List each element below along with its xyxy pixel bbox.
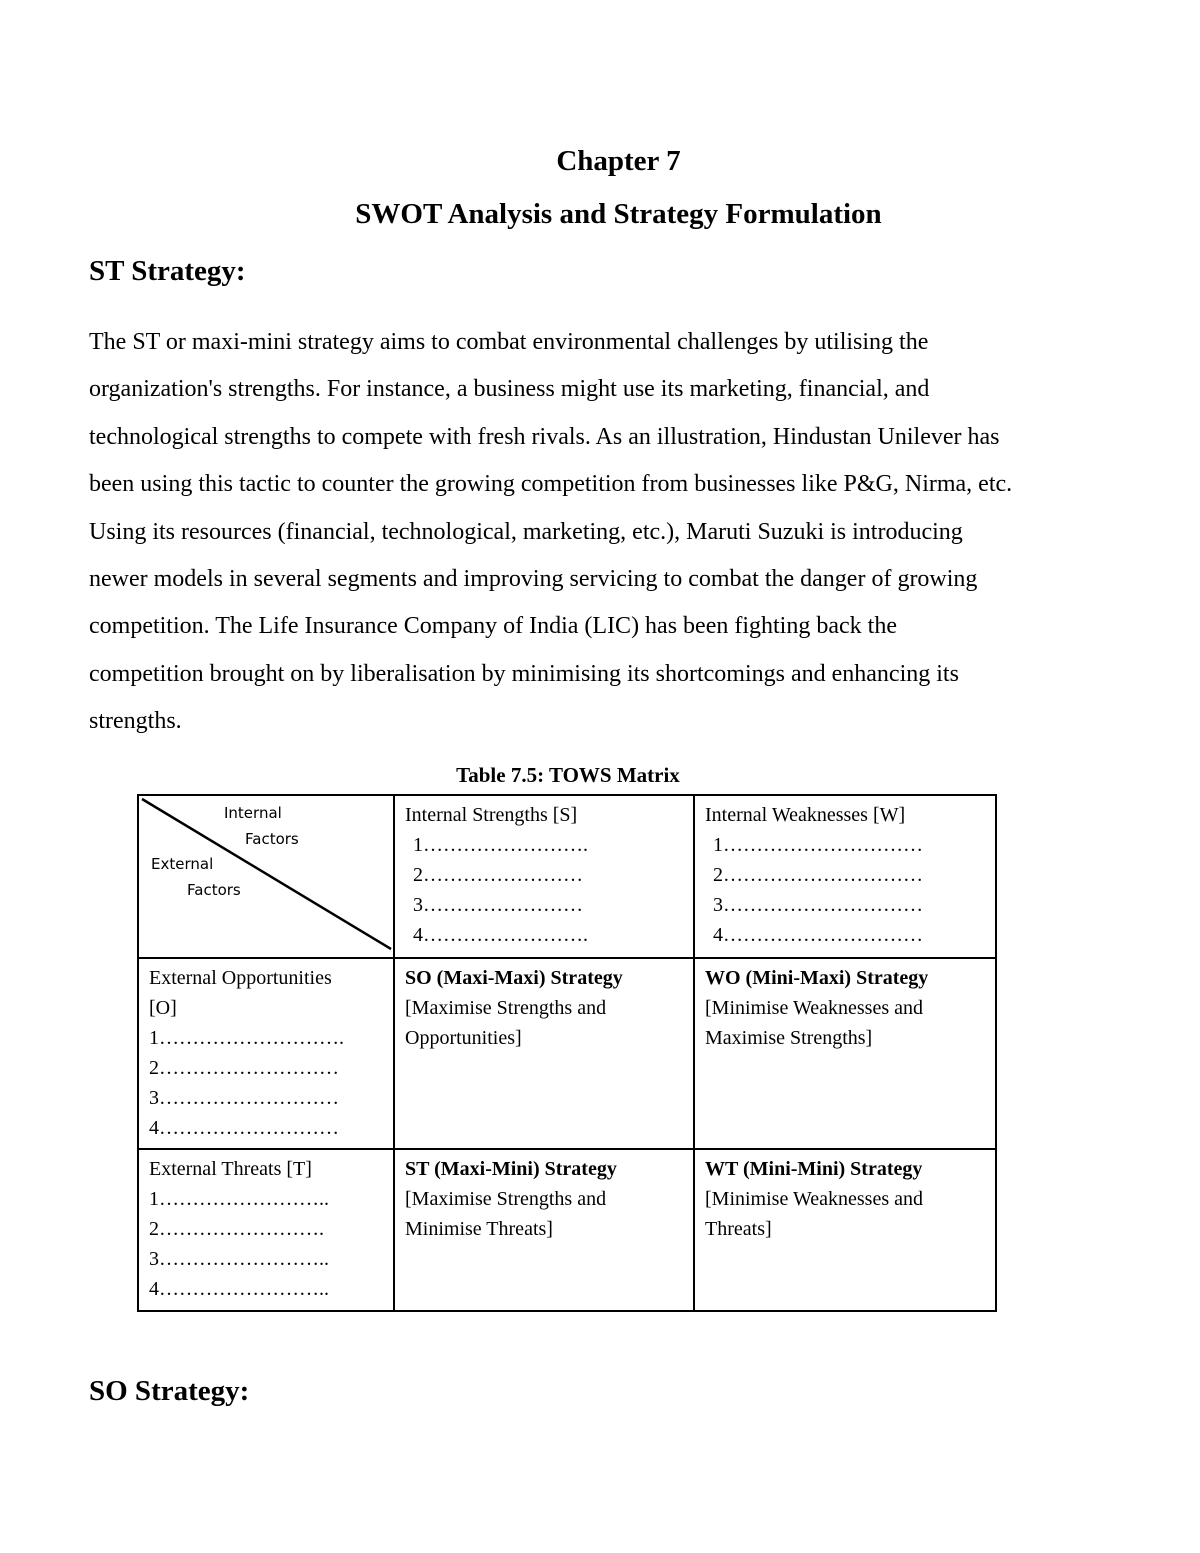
opportunities-title: External Opportunities: [149, 967, 332, 989]
strength-item: 4…………………….: [413, 924, 588, 946]
threat-item: 2…………………….: [149, 1218, 324, 1240]
wt-strategy-desc: Threats]: [705, 1218, 772, 1240]
paragraph-line: been using this tactic to counter the growing competition from businesses like P&G, Nirma, etc.: [89, 471, 1013, 498]
weaknesses-title: Internal Weaknesses [W]: [705, 804, 906, 826]
opportunity-item: 4………………………: [149, 1117, 339, 1139]
wo-strategy-title: WO (Mini-Maxi) Strategy: [705, 967, 929, 989]
paragraph-line: technological strengths to compete with fresh rivals. As an illustration, Hindustan Unilever has: [89, 423, 1000, 450]
opportunities-cell: [138, 958, 394, 1149]
weakness-item: 2…………………………: [713, 864, 923, 886]
corner-cell: [138, 795, 394, 958]
wo-strategy-cell: [694, 958, 996, 1149]
strength-item: 3……………………: [413, 894, 583, 916]
threat-item: 1……………………..: [149, 1188, 329, 1210]
weaknesses-cell: [694, 795, 996, 958]
strength-item: 1…………………….: [413, 834, 588, 856]
table-row: [138, 795, 996, 958]
paragraph-line: Using its resources (financial, technological, marketing, etc.), Maruti Suzuki is introducing: [89, 518, 963, 545]
chapter-title: Chapter 7: [556, 145, 681, 177]
opportunity-item: 2………………………: [149, 1057, 339, 1079]
wt-strategy-title: WT (Mini-Mini) Strategy: [705, 1158, 923, 1180]
threats-cell: [138, 1149, 394, 1311]
paragraph-line: newer models in several segments and improving servicing to combat the danger of growing: [89, 566, 978, 593]
weakness-item: 4…………………………: [713, 924, 923, 946]
strength-item: 2……………………: [413, 864, 583, 886]
wt-strategy-cell: [694, 1149, 996, 1311]
st-strategy-paragraph: [89, 319, 1169, 746]
threat-item: 4……………………..: [149, 1278, 329, 1300]
table-row: [138, 958, 996, 1149]
st-strategy-desc: [Maximise Strengths and: [405, 1188, 607, 1210]
strengths-cell: [394, 795, 694, 958]
so-strategy-desc: Opportunities]: [405, 1027, 522, 1049]
weakness-item: 1…………………………: [713, 834, 923, 856]
st-strategy-title: ST (Maxi-Mini) Strategy: [405, 1158, 617, 1180]
paragraph-line: The ST or maxi-mini strategy aims to combat environmental challenges by utilising the: [89, 329, 929, 355]
opportunities-title-code: [O]: [149, 997, 177, 1019]
paragraph-line: strengths.: [89, 708, 182, 735]
tows-matrix-table: [137, 794, 997, 1312]
threats-title: External Threats [T]: [149, 1158, 312, 1180]
so-strategy-desc: [Maximise Strengths and: [405, 997, 607, 1019]
internal-factors-label: Factors: [245, 830, 299, 848]
strengths-title: Internal Strengths [S]: [405, 804, 578, 826]
opportunity-item: 3………………………: [149, 1087, 339, 1109]
so-strategy-title: SO (Maxi-Maxi) Strategy: [405, 967, 623, 989]
table-row: [138, 1149, 996, 1311]
weakness-item: 3…………………………: [713, 894, 923, 916]
external-factors-label: Factors: [187, 881, 241, 899]
so-strategy-cell: [394, 958, 694, 1149]
chapter-subtitle: SWOT Analysis and Strategy Formulation: [355, 198, 882, 230]
external-label: External: [151, 855, 214, 873]
table-caption: Table 7.5: TOWS Matrix: [456, 763, 680, 787]
st-strategy-heading: ST Strategy:: [89, 255, 246, 287]
paragraph-line: organization's strengths. For instance, a business might use its marketing, financial, and: [89, 376, 930, 403]
threat-item: 3……………………..: [149, 1248, 329, 1270]
st-strategy-cell: [394, 1149, 694, 1311]
wt-strategy-desc: [Minimise Weaknesses and: [705, 1188, 923, 1210]
so-strategy-heading: SO Strategy:: [89, 1375, 250, 1407]
wo-strategy-desc: Maximise Strengths]: [705, 1027, 873, 1049]
internal-label: Internal: [224, 804, 282, 822]
paragraph-line: competition. The Life Insurance Company of India (LIC) has been fighting back the: [89, 613, 897, 640]
paragraph-line: competition brought on by liberalisation by minimising its shortcomings and enhancing its: [89, 660, 959, 687]
st-strategy-desc: Minimise Threats]: [405, 1218, 553, 1240]
opportunity-item: 1……………………….: [149, 1027, 344, 1049]
wo-strategy-desc: [Minimise Weaknesses and: [705, 997, 923, 1019]
